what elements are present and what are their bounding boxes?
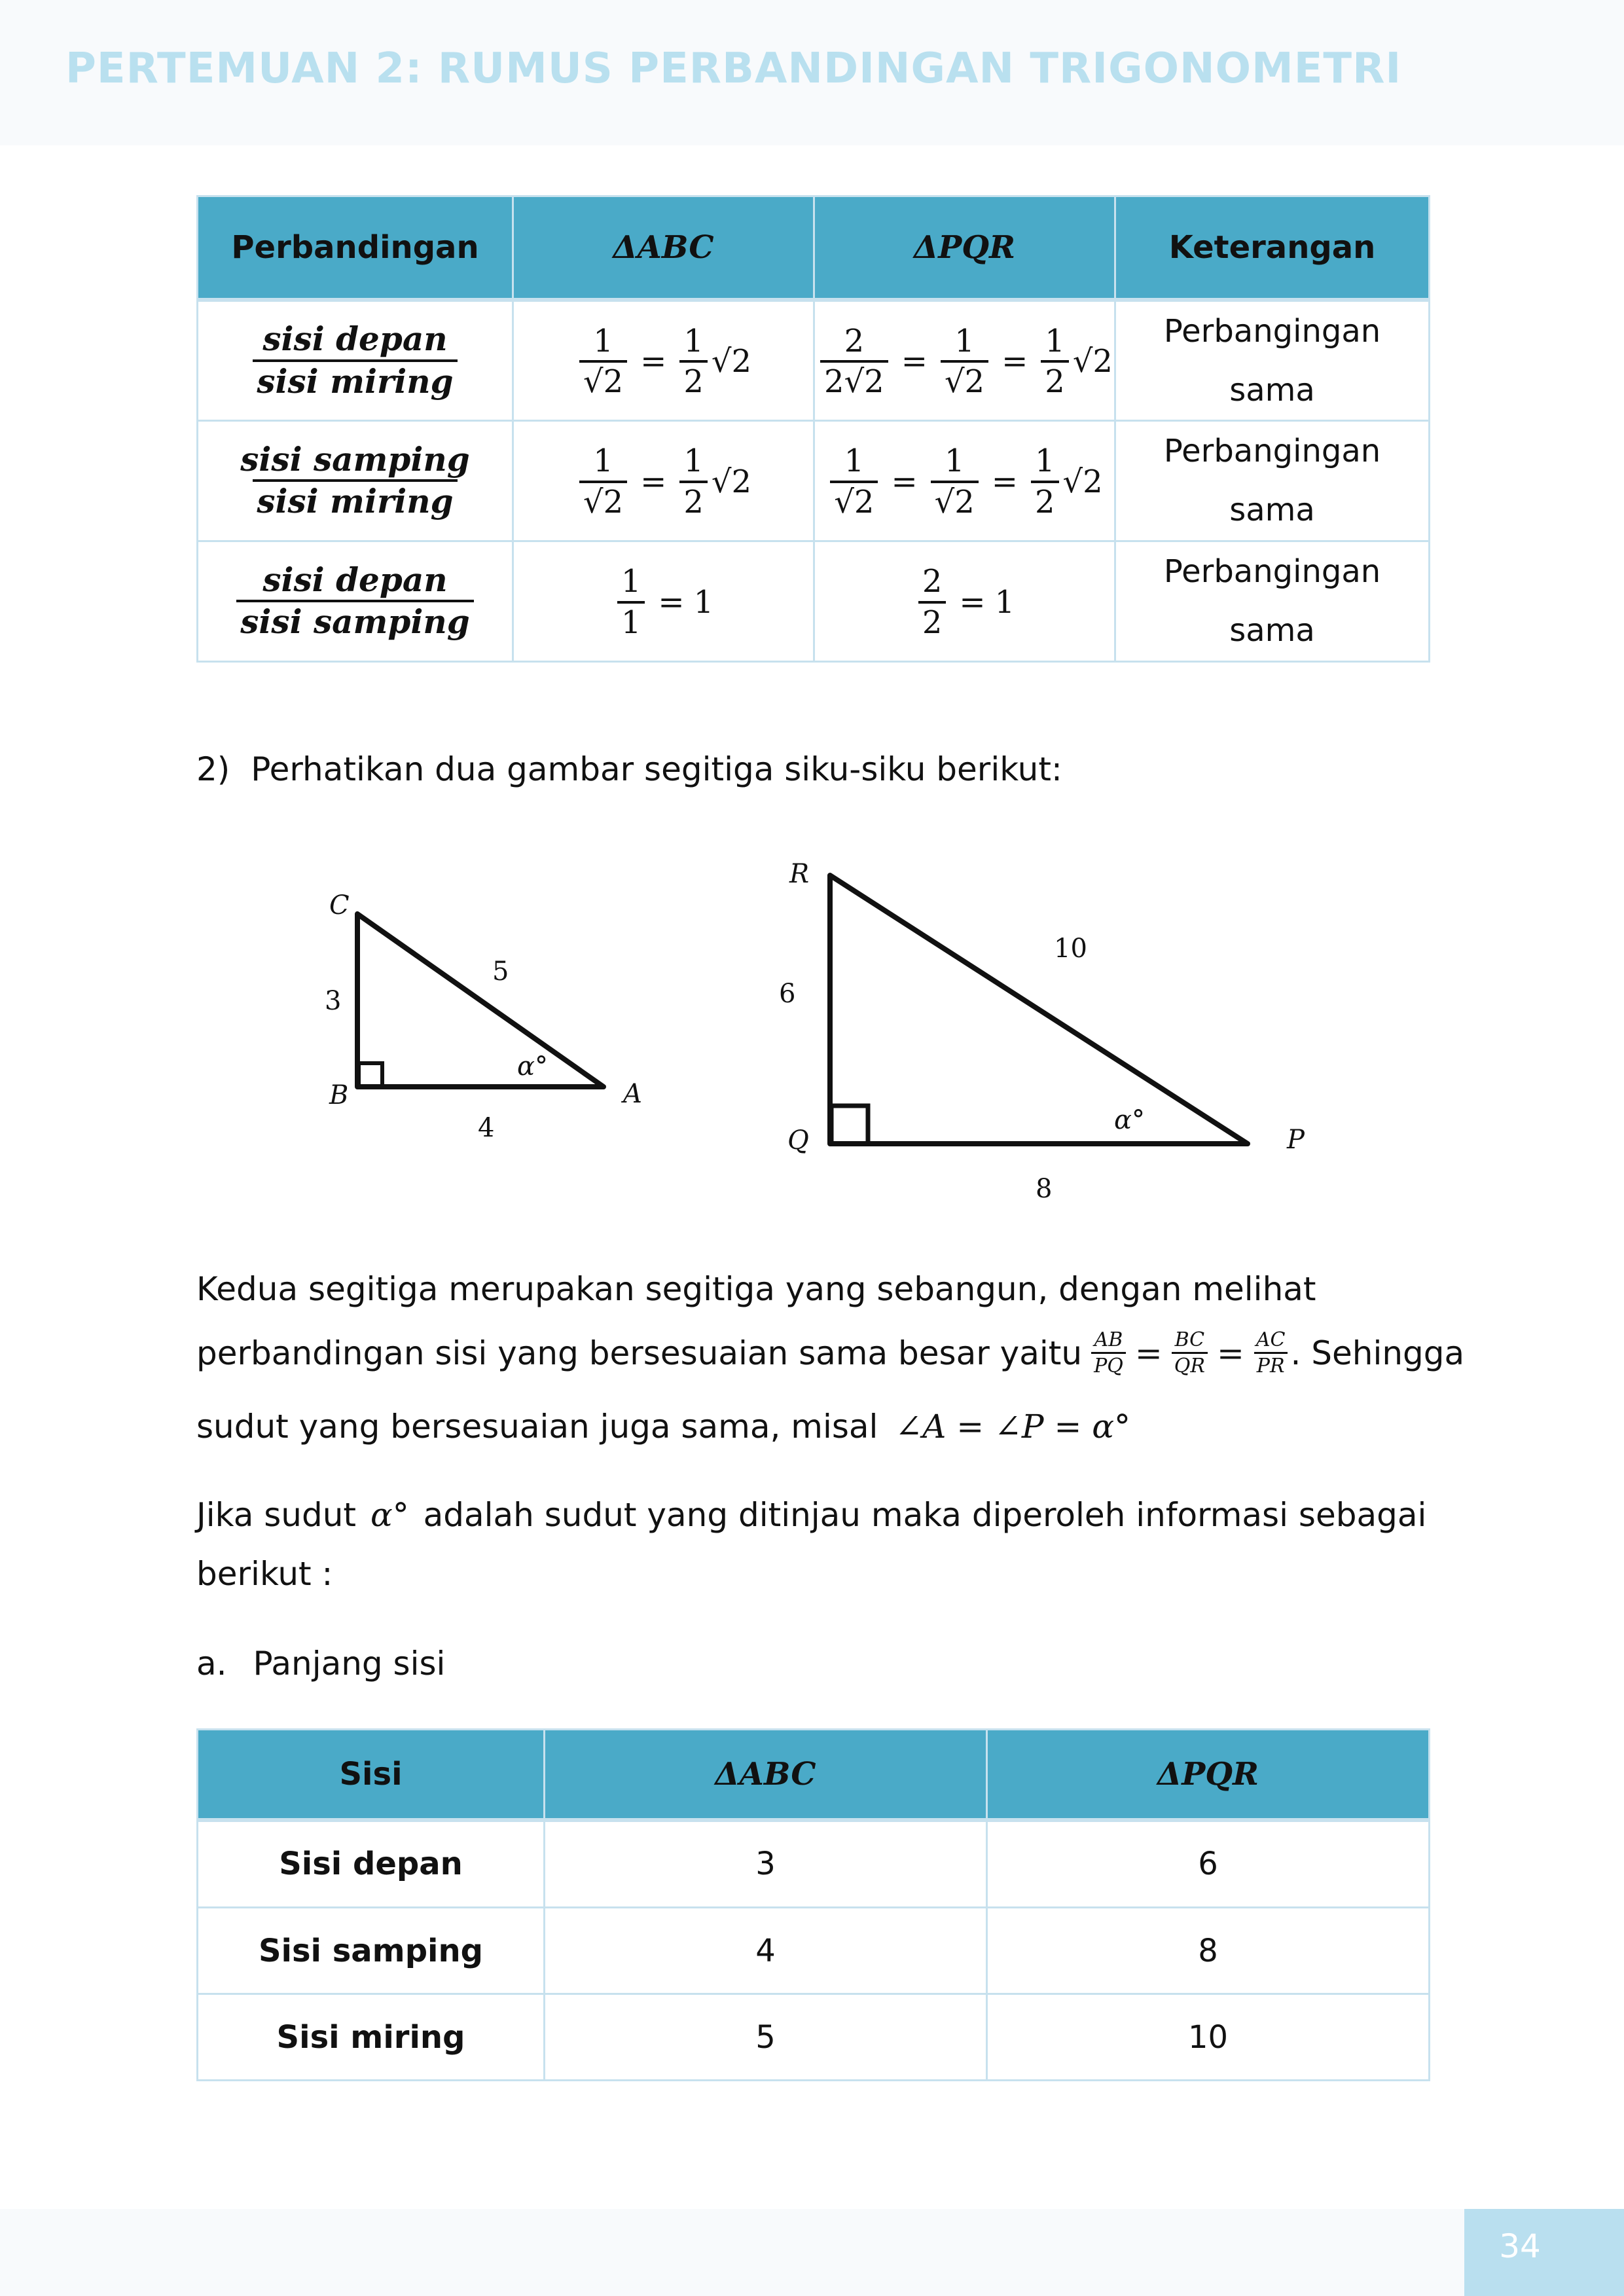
table-row [198, 1994, 1430, 2081]
keterangan-line-1: Perbangingan [1163, 553, 1381, 590]
item-number: 2) [196, 750, 230, 788]
keterangan-cell [1115, 420, 1430, 541]
pqr-value: 10 [987, 1994, 1430, 2081]
sisi-label: Sisi miring [198, 1994, 545, 2081]
item-text: Panjang sisi [253, 1645, 446, 1683]
sisi-label: Sisi samping [198, 1908, 545, 1994]
side-ca-label: 5 [492, 957, 509, 987]
fraction-denominator: √2 [931, 481, 979, 519]
keterangan-cell [1115, 300, 1430, 421]
header-sisi: Sisi [198, 1730, 545, 1820]
paragraph-line-3 [196, 1408, 1130, 1446]
abc-value: 5 [545, 1994, 987, 2081]
radical: √2 [711, 343, 751, 380]
radical: √2 [711, 463, 751, 500]
ratio-denominator: sisi miring [253, 479, 457, 519]
fraction-denominator: 2 [679, 360, 708, 398]
angle-label: α° [1114, 1105, 1146, 1135]
side-length-table [196, 1728, 1430, 2081]
vertex-b-label: B [329, 1080, 349, 1110]
ratio-table [196, 195, 1430, 663]
abc-value-cell [513, 541, 814, 661]
vertex-q-label: Q [787, 1125, 809, 1156]
fraction-numerator: BC [1174, 1328, 1205, 1351]
side-qp-label: 8 [1036, 1174, 1053, 1204]
fraction-numerator: AC [1255, 1328, 1286, 1351]
table-header-row [198, 196, 1430, 300]
fraction-numerator: 1 [954, 322, 975, 359]
ratio-numerator: sisi depan [262, 560, 448, 599]
fraction-numerator: 1 [683, 322, 704, 359]
ratio-numerator: sisi depan [262, 319, 448, 358]
item-2 [196, 750, 1062, 788]
radical: √2 [1062, 463, 1103, 500]
keterangan-line-2: sama [1229, 371, 1315, 409]
keterangan-line-1: Perbangingan [1163, 433, 1381, 469]
abc-value-cell [513, 420, 814, 541]
table-header-row [198, 1730, 1430, 1820]
ratio-cell [198, 420, 513, 541]
fraction-denominator: 2 [679, 481, 708, 519]
side-ba-label: 4 [478, 1113, 495, 1143]
page-number: 34 [1499, 2227, 1541, 2265]
header-pqr: ΔPQR [987, 1730, 1430, 1820]
triangle-figures [0, 851, 1624, 1218]
abc-value-cell [513, 300, 814, 421]
fraction-denominator: 2 [918, 601, 947, 639]
vertex-a-label: A [623, 1079, 642, 1109]
table-row [198, 300, 1430, 421]
pqr-value: 8 [987, 1908, 1430, 1994]
fraction-denominator: PR [1254, 1352, 1288, 1377]
angle-label: α° [517, 1051, 549, 1082]
paragraph-angle-line-2: berikut : [196, 1555, 333, 1593]
header-abc: ΔABC [545, 1730, 987, 1820]
equals-sign: = [640, 343, 667, 380]
side-qr-label: 6 [779, 979, 796, 1009]
pqr-expression [826, 445, 1102, 519]
fraction-denominator: 2 [1041, 360, 1069, 398]
similarity-expression [1089, 1329, 1290, 1377]
side-bc-label: 3 [325, 986, 342, 1016]
equals-sign: = [658, 583, 685, 621]
equals-sign: = [640, 463, 667, 500]
pqr-expression [914, 565, 1015, 639]
fraction-numerator: 2 [844, 322, 865, 359]
table-row [198, 420, 1430, 541]
pqr-expression [816, 322, 1113, 400]
paragraph-line-2-tail: . Sehingga [1290, 1334, 1465, 1372]
fraction-numerator: 1 [944, 443, 965, 480]
equals-sign: = [1134, 1334, 1163, 1372]
page-header [0, 0, 1624, 145]
ratio-denominator: sisi samping [236, 600, 473, 640]
paragraph-line-3-text: sudut yang bersesuaian juga sama, misal [196, 1408, 878, 1446]
ratio-fraction [236, 439, 473, 520]
paragraph-similarity [196, 1270, 1316, 1308]
result-value: 1 [693, 583, 714, 621]
fraction-numerator: 1 [1035, 443, 1055, 480]
triangle-abc [325, 890, 642, 1143]
pqr-value-cell [814, 300, 1115, 421]
pqr-value-cell [814, 420, 1115, 541]
keterangan-line-1: Perbangingan [1163, 312, 1381, 350]
header-abc: ΔABC [513, 196, 814, 300]
abc-value: 3 [545, 1820, 987, 1908]
item-text: Perhatikan dua gambar segitiga siku-siku berikut: [251, 750, 1062, 788]
page-number-box [1464, 2209, 1624, 2296]
fraction-numerator: 1 [844, 443, 865, 480]
ratio-cell [198, 541, 513, 661]
angle-equality: ∠A = ∠P = α° [895, 1408, 1131, 1446]
header-keterangan: Keterangan [1115, 196, 1430, 300]
page-footer [0, 2209, 1624, 2296]
ratio-fraction [236, 560, 473, 641]
header-pqr: ΔPQR [814, 196, 1115, 300]
paragraph-angle [196, 1496, 1426, 1534]
fraction-numerator: 2 [922, 563, 943, 600]
equals-sign: = [901, 343, 928, 380]
pqr-value-cell [814, 541, 1115, 661]
equals-sign: = [1216, 1334, 1244, 1372]
ratio-fraction [253, 319, 457, 401]
alpha-symbol: α° [370, 1496, 409, 1534]
paragraph-text-post: adalah sudut yang ditinjau maka diperoleh informasi sebagai [423, 1496, 1427, 1534]
paragraph-line-1: Kedua segitiga merupakan segitiga yang sebangun, dengan melihat [196, 1270, 1316, 1308]
page-title: PERTEMUAN 2: RUMUS PERBANDINGAN TRIGONOMETRI [65, 45, 1402, 93]
paragraph-text-pre: Jika sudut [196, 1496, 357, 1534]
abc-expression [575, 322, 751, 400]
fraction-numerator: 1 [593, 322, 613, 359]
equals-sign: = [1001, 343, 1028, 380]
equals-sign: = [991, 463, 1018, 500]
triangle-pqr [779, 859, 1305, 1204]
equals-sign: = [959, 583, 986, 621]
fraction-numerator: AB [1094, 1328, 1123, 1351]
fraction-numerator: 1 [1045, 322, 1065, 359]
fraction-numerator: 1 [593, 443, 613, 480]
paragraph-line-2-text: perbandingan sisi yang bersesuaian sama besar yaitu [196, 1334, 1083, 1372]
item-a [196, 1645, 445, 1683]
abc-expression [613, 565, 713, 639]
vertex-p-label: P [1287, 1125, 1305, 1155]
fraction-denominator: PQ [1091, 1352, 1126, 1377]
fraction-denominator: 1 [617, 601, 645, 639]
keterangan-line-2: sama [1229, 612, 1315, 649]
abc-value: 4 [545, 1908, 987, 1994]
fraction-denominator: 2√2 [820, 360, 888, 398]
vertex-c-label: C [329, 890, 350, 920]
table-row [198, 541, 1430, 661]
fraction-denominator: √2 [941, 360, 988, 398]
ratio-numerator: sisi samping [240, 439, 470, 479]
radical: √2 [1072, 343, 1113, 380]
equals-sign: = [891, 463, 918, 500]
fraction-denominator: 2 [1031, 481, 1059, 519]
fraction-numerator: 1 [621, 563, 641, 600]
table-row [198, 1908, 1430, 1994]
fraction-denominator: √2 [830, 481, 878, 519]
abc-expression [575, 445, 751, 519]
vertex-r-label: R [789, 859, 810, 889]
ratio-cell [198, 300, 513, 421]
keterangan-line-2: sama [1229, 492, 1315, 528]
fraction-denominator: √2 [579, 360, 627, 398]
table-row [198, 1820, 1430, 1908]
fraction-denominator: √2 [579, 481, 627, 519]
ratio-denominator: sisi miring [253, 359, 457, 399]
fraction-numerator: 1 [683, 443, 704, 480]
fraction-denominator: QR [1172, 1352, 1208, 1377]
sisi-label: Sisi depan [198, 1820, 545, 1908]
paragraph-line-2 [196, 1329, 1464, 1377]
item-letter: a. [196, 1645, 227, 1683]
keterangan-cell [1115, 541, 1430, 661]
side-rp-label: 10 [1054, 934, 1087, 964]
result-value: 1 [994, 583, 1015, 621]
pqr-value: 6 [987, 1820, 1430, 1908]
header-perbandingan: Perbandingan [198, 196, 513, 300]
